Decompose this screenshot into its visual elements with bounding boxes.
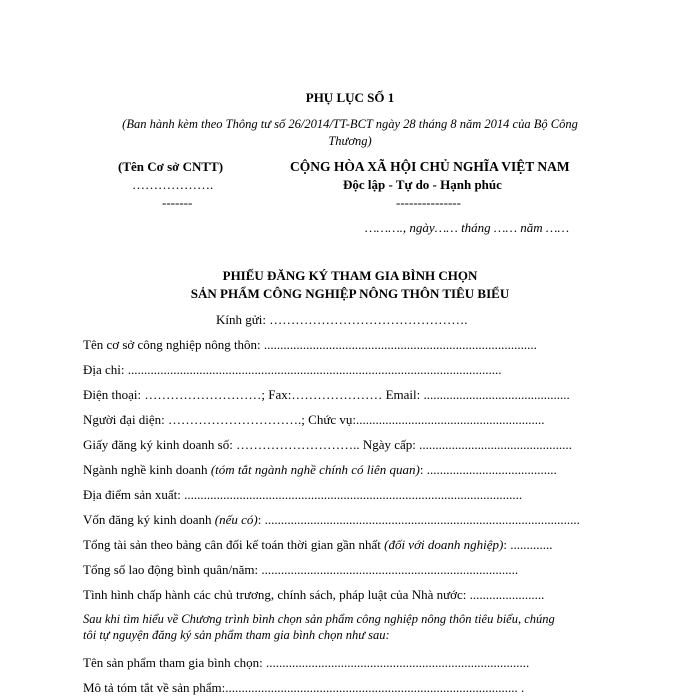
average-labor-field: Tổng số lao động bình quân/năm: ...............................................................................: [83, 562, 519, 577]
product-name-field: Tên sản phẩm tham gia bình chọn: .................................................................................: [83, 655, 530, 670]
statement-line1: Sau khi tìm hiểu về Chương trình bình chọn sản phẩm công nghiệp nông thôn tiêu biểu, chúng: [83, 612, 555, 626]
policy-compliance-field: Tình hình chấp hành các chủ trương, chính sách, pháp luật của Nhà nước: .......................: [83, 587, 545, 602]
org-name: (Tên Cơ sở CNTT): [118, 159, 224, 174]
recipient-line: Kính gửi: ……………………………………….: [216, 312, 468, 327]
national-motto: Độc lập - Tự do - Hạnh phúc: [343, 177, 502, 192]
appendix-title: PHỤ LỤC SỐ 1: [305, 90, 395, 105]
form-title-line2: SẢN PHẨM CÔNG NGHIỆP NÔNG THÔN TIÊU BIỂU: [190, 286, 510, 301]
facility-name-field: Tên cơ sở công nghiệp nông thôn: ....................................................................................: [83, 337, 537, 352]
issued-note-line1: (Ban hành kèm theo Thông tư số 26/2014/TT-BCT ngày 28 tháng 8 năm 2014 của Bộ Công: [122, 117, 578, 131]
form-title-line1: PHIẾU ĐĂNG KÝ THAM GIA BÌNH CHỌN: [222, 268, 478, 283]
issued-note-line2: Thương): [328, 134, 372, 148]
contact-field: Điện thoại: ………………………; Fax:………………… Email: .............................................: [83, 387, 570, 402]
production-location-field: Địa điểm sản xuất: ........................................................................................................: [83, 487, 523, 502]
total-assets-field: Tổng tài sản theo bảng cân đối kế toán thời gian gần nhất (đối với doanh nghiệp): .............: [83, 537, 553, 552]
date-line: ………., ngày…… tháng …… năm ……: [365, 220, 570, 235]
statement-line2: tôi tự nguyện đăng ký sản phẩm tham gia bình chọn như sau:: [83, 628, 390, 642]
address-field: Địa chỉ: ...................................................................................................................: [83, 362, 502, 377]
country-name: CỘNG HÒA XÃ HỘI CHỦ NGHĨA VIỆT NAM: [290, 159, 570, 174]
motto-rule: ---------------: [396, 195, 461, 210]
org-rule: -------: [162, 195, 193, 210]
product-description-field: Mô tả tóm tắt về sản phẩm:.......................................................................................... .: [83, 680, 525, 695]
representative-field: Người đại diện: ………………………….; Chức vụ:..........................................................: [83, 412, 545, 427]
business-license-field: Giấy đăng ký kinh doanh số: ……………………….. Ngày cấp: ...............................................: [83, 437, 572, 452]
org-dots: ……………….: [132, 177, 214, 192]
registered-capital-field: Vốn đăng ký kinh doanh (nếu có): .................................................................................................: [83, 512, 580, 527]
business-sector-field: Ngành nghề kinh doanh (tóm tắt ngành nghề chính có liên quan): ........................................: [83, 462, 557, 477]
